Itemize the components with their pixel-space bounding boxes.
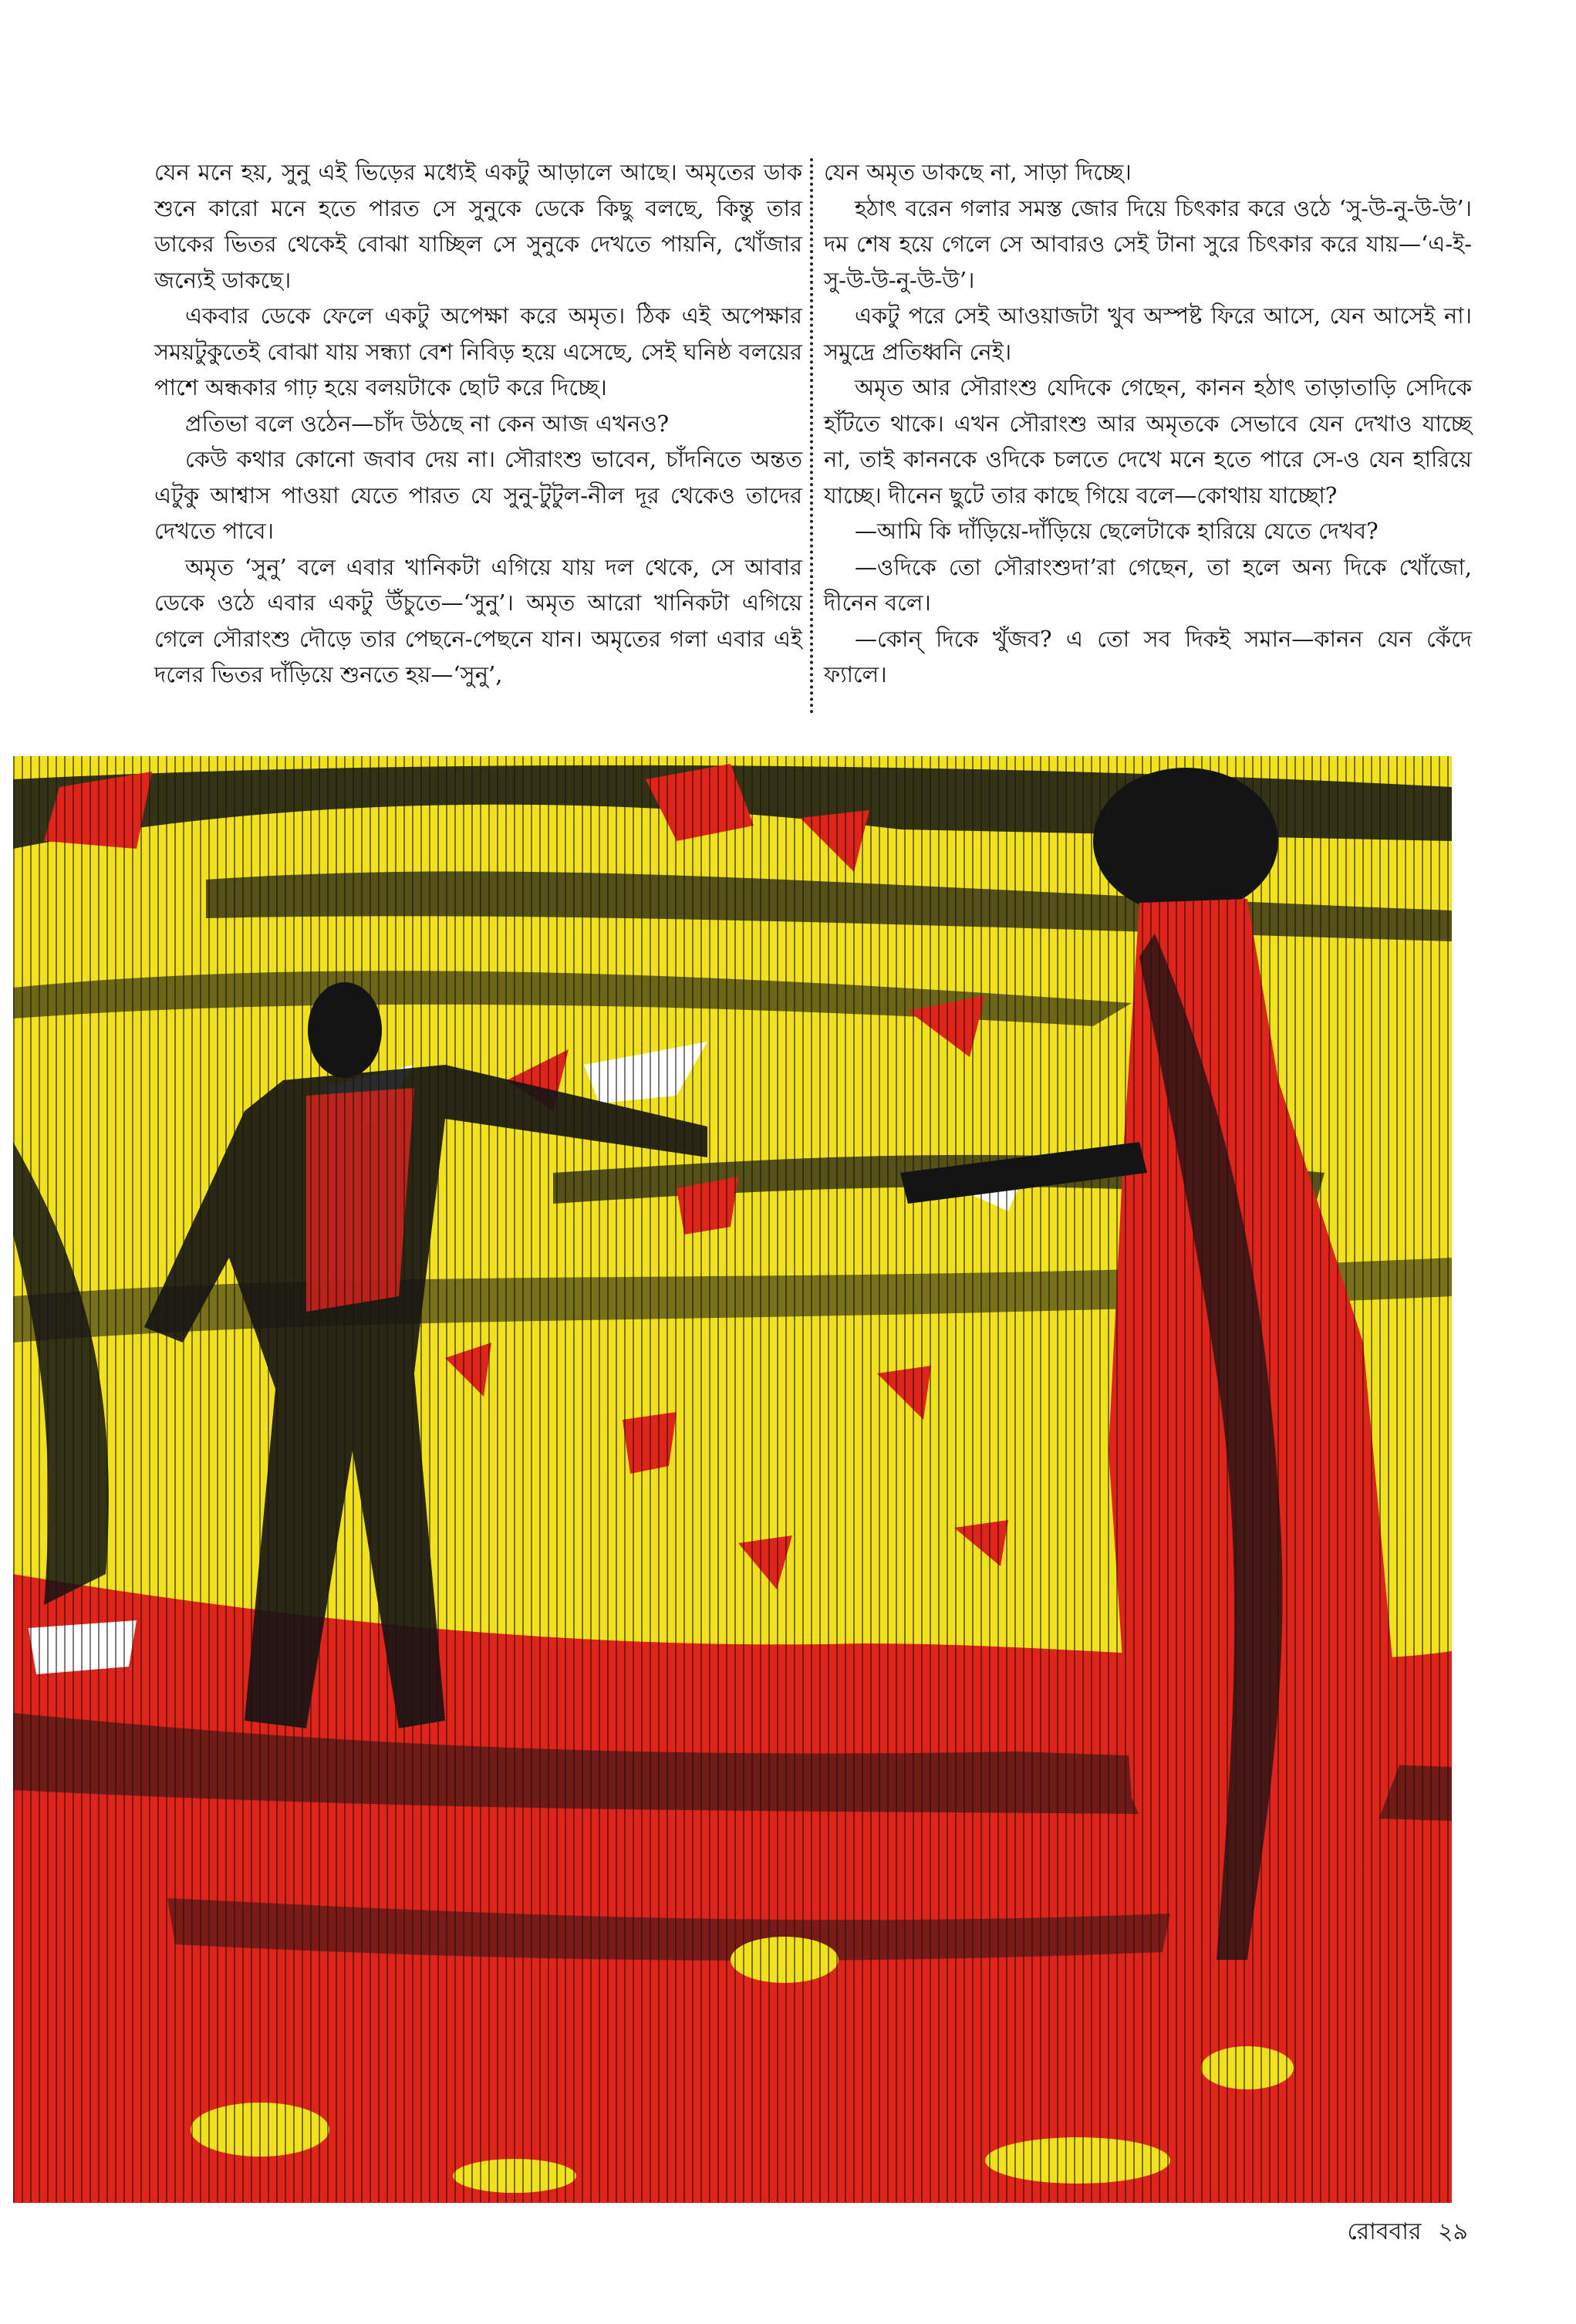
publication-name: রোববার bbox=[1347, 2218, 1422, 2245]
page-footer bbox=[1347, 2213, 1468, 2252]
paragraph: অমৃত ‘সুনু’ বলে এবার খানিকটা এগিয়ে যায় দল থেকে, সে আবার ডেকে ওঠে এবার একটু উঁচুতে—‘সুনু’। অমৃত আরো খানিকটা এগিয়ে গেলে সৌরাংশু দৌড়ে তার পেছনে-পেছনে যান। অমৃতের গলা এবার এই দলের ভিতর দাঁড়িয়ে শুনতে হয়—‘সুনু’, bbox=[154, 553, 802, 687]
paragraph: অমৃত আর সৌরাংশু যেদিকে গেছেন, কানন হঠাৎ তাড়াতাড়ি সেদিকে হাঁটতে থাকে। এখন সৌরাংশু আর অমৃতকে সেভাবে যেন দেখাও যাচ্ছে না, তাই কাননকে ওদিকে চলতে দেখে মনে হতে পারে সে-ও যেন হারিয়ে যাচ্ছে। দীনেন ছুটে তার কাছে গিয়ে বলে—কোথায় যাচ্ছো? bbox=[824, 374, 1472, 508]
paragraph: একটু পরে সেই আওয়াজটা খুব অস্পষ্ট ফিরে আসে, যেন আসেই না। সমুদ্রে প্রতিধ্বনি নেই। bbox=[824, 302, 1472, 365]
paragraph: যেন মনে হয়, সুনু এই ভিড়ের মধ্যেই একটু আড়ালে আছে। অমৃতের ডাক শুনে কারো মনে হতে পারত সে সুনুকে ডেকে কিছু বলছে, কিন্তু তার ডাকের ভিতর থেকেই বোঝা যাচ্ছিল সে সুনুকে দেখতে পায়নি, খোঁজার জন্যেই ডাকছে। bbox=[154, 159, 802, 293]
paragraph: যেন অমৃত ডাকছে না, সাড়া দিচ্ছে। bbox=[824, 159, 1132, 185]
column-divider bbox=[810, 158, 813, 714]
article-column-left bbox=[154, 154, 802, 693]
article-column-right bbox=[824, 154, 1472, 693]
paragraph: —কোন্ দিকে খুঁজব? এ তো সব দিকই সমান—কানন যেন কেঁদে ফ্যালে। bbox=[824, 625, 1472, 687]
paragraph: —আমি কি দাঁড়িয়ে-দাঁড়িয়ে ছেলেটাকে হারিয়ে যেতে দেখব? bbox=[855, 518, 1379, 544]
paragraph: হঠাৎ বরেন গলার সমস্ত জোর দিয়ে চিৎকার করে ওঠে ‘সু-উ-নু-উ-উ’। দম শেষ হয়ে গেলে সে আবারও সেই টানা সুরে চিৎকার করে যায়—‘এ-ই-সু-উ-উ-নু-উ-উ’। bbox=[824, 194, 1472, 293]
paragraph: —ওদিকে তো সৌরাংশুদা’রা গেছেন, তা হলে অন্য দিকে খোঁজো, দীনেন বলে। bbox=[824, 553, 1472, 616]
paragraph: একবার ডেকে ফেলে একটু অপেক্ষা করে অমৃত। ঠিক এই অপেক্ষার সময়টুকুতেই বোঝা যায় সন্ধ্যা বেশ নিবিড় হয়ে এসেছে, সেই ঘনিষ্ঠ বলয়ের পাশে অন্ধকার গাঢ় হয়ে বলয়টাকে ছোট করে দিচ্ছে। bbox=[154, 302, 802, 400]
story-illustration bbox=[13, 756, 1452, 2203]
page-number: ২৯ bbox=[1438, 2218, 1468, 2245]
scan-lines bbox=[13, 756, 1452, 2203]
paragraph: প্রতিভা বলে ওঠেন—চাঁদ উঠছে না কেন আজ এখনও? bbox=[185, 410, 670, 437]
paragraph: কেউ কথার কোনো জবাব দেয় না। সৌরাংশু ভাবেন, চাঁদনিতে অন্তত এটুকু আশ্বাস পাওয়া যেতে পারত যে সুনু-টুটুল-নীল দূর থেকেও তাদের দেখতে পাবে। bbox=[154, 446, 802, 544]
